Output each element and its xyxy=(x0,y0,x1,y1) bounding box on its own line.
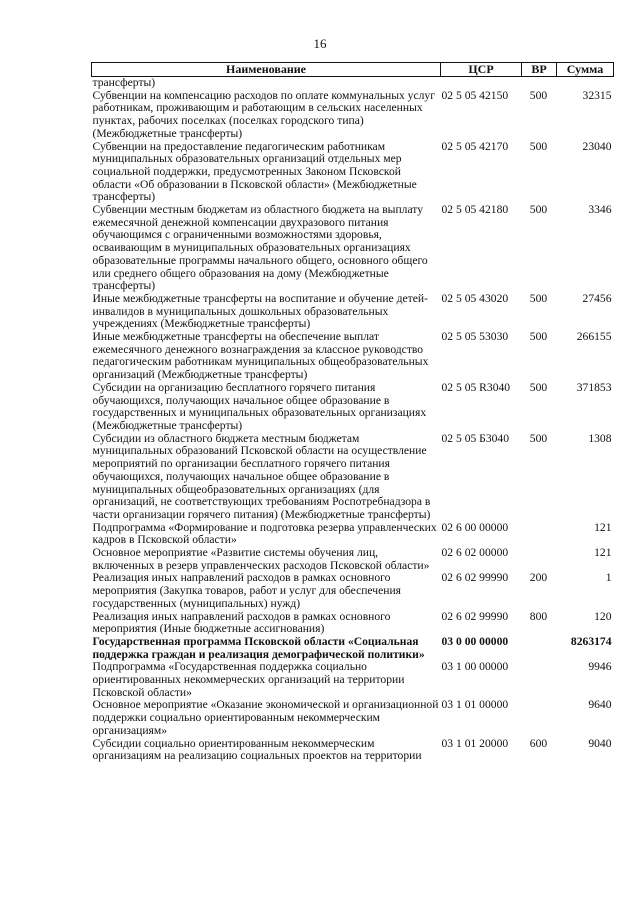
table-header-row xyxy=(92,63,614,77)
row-csr: 02 5 05 42180 xyxy=(441,203,509,217)
table-row xyxy=(92,547,614,572)
row-csr: 03 1 01 00000 xyxy=(441,698,509,712)
table-row xyxy=(92,433,614,522)
row-vr xyxy=(522,636,557,661)
row-name: Реализация иных направлений расходов в рамках основного мероприятия (Иные бюджетные ассигнования) xyxy=(92,609,391,636)
row-csr: 03 1 00 00000 xyxy=(441,660,509,674)
header-name: Наименование xyxy=(92,63,441,77)
table-row xyxy=(92,661,614,699)
row-csr: 02 6 02 99990 xyxy=(441,609,509,623)
row-vr: 500 xyxy=(529,380,548,394)
row-name: Субсидии на организацию бесплатного горячего питания обучающихся, получающих начальное общее образование в государственных и муниципальных образовательных организациях (Межбюджетные трансферты) xyxy=(92,380,427,432)
row-name: Субвенции местным бюджетам из областного бюджета на выплату ежемесячной денежной компенсации двухразового питания обучающимся с ограниченными возможностями здоровья, осваивающим в муниципальных образовательных организациях образовательные программы начального общего, основного общего или среднего общего образования на дому (Межбюджетные трансферты) xyxy=(92,203,428,293)
row-name: Реализация иных направлений расходов в рамках основного мероприятия (Закупка товаров, работ и услуг для обеспечения государственных (муниципальных) нужд) xyxy=(92,571,401,610)
row-csr: 02 6 02 00000 xyxy=(441,546,509,560)
row-vr xyxy=(522,547,557,572)
row-vr xyxy=(522,522,557,547)
row-name: Иные межбюджетные трансферты на воспитание и обучение детей-инвалидов в муниципальных дошкольных образовательных учреждениях (Межбюджетные трансферты) xyxy=(92,291,428,331)
table-row xyxy=(92,699,614,737)
row-name: Подпрограмма «Государственная поддержка социально ориентированных некоммерческих организаций на территории Псковской области» xyxy=(92,660,405,699)
header-sum: Сумма xyxy=(557,63,614,77)
row-csr: 03 0 00 00000 xyxy=(441,634,509,648)
row-sum: 371853 xyxy=(576,380,612,394)
row-sum: 23040 xyxy=(582,139,612,153)
row-name: Подпрограмма «Формирование и подготовка резерва управленческих кадров в Псковской области» xyxy=(92,520,437,547)
row-csr: 02 5 05 43020 xyxy=(441,291,509,305)
row-vr: 500 xyxy=(529,431,548,445)
row-csr: 02 5 05 Б3040 xyxy=(441,431,510,445)
row-vr: 200 xyxy=(529,571,548,585)
table-row xyxy=(92,572,614,610)
row-csr: 02 6 02 99990 xyxy=(441,571,509,585)
row-csr: 02 6 00 00000 xyxy=(441,520,509,534)
header-vr: ВР xyxy=(522,63,557,77)
table-row xyxy=(92,331,614,382)
row-name: Основное мероприятие «Оказание экономической и организационной поддержки социально ориентированным некоммерческим организациям» xyxy=(92,698,439,737)
table-row xyxy=(92,382,614,433)
row-sum: 3346 xyxy=(588,203,612,217)
row-sum: 121 xyxy=(594,520,612,534)
page-number: 16 xyxy=(313,36,327,51)
row-vr xyxy=(522,661,557,699)
row-name: Государственная программа Псковской области «Социальная поддержка граждан и реализация демографической политики» xyxy=(92,634,425,661)
row-sum: 8263174 xyxy=(570,634,612,648)
row-name: Субсидии социально ориентированным некоммерческим организациям на реализацию социальных проектов на территории xyxy=(92,736,422,763)
table-row xyxy=(92,611,614,636)
row-sum: 9946 xyxy=(588,660,612,674)
table-row xyxy=(92,738,614,763)
row-vr: 500 xyxy=(529,139,548,153)
row-sum: 266155 xyxy=(576,330,612,344)
row-sum: 1 xyxy=(605,571,612,585)
row-sum: 121 xyxy=(594,546,612,560)
row-csr: 02 5 05 42150 xyxy=(441,88,509,102)
table-row xyxy=(92,90,614,141)
row-vr: 600 xyxy=(529,736,548,750)
table-row xyxy=(92,141,614,205)
row-vr: 500 xyxy=(529,291,548,305)
row-name: Иные межбюджетные трансферты на обеспечение выплат ежемесячного денежного вознаграждения за классное руководство педагогическим работникам муниципальных общеобразовательных организаций (Межбюджетные трансферты) xyxy=(92,330,429,382)
row-sum: 27456 xyxy=(582,291,612,305)
table-row-program xyxy=(92,636,614,661)
header-csr: ЦСР xyxy=(441,63,522,77)
row-vr: 500 xyxy=(529,203,548,217)
row-sum: 9640 xyxy=(588,698,612,712)
row-vr xyxy=(522,77,557,90)
row-name: Субвенции на компенсацию расходов по оплате коммунальных услуг работникам, проживающим и работающим в сельских населенных пунктах, рабочих поселках (поселках городского типа) (Межбюджетные трансферты) xyxy=(92,88,435,140)
table-row xyxy=(92,77,614,90)
row-csr: 03 1 01 20000 xyxy=(441,736,509,750)
row-name: Субсидии из областного бюджета местным бюджетам муниципальных образований Псковской области на осуществление мероприятий по организации бесплатного горячего питания обучающихся, получающих начальное общее образование в муниципальных общеобразовательных организациях (для организаций, не соответствующих требованиям Роспотребнадзора в части организации горячего питания) (Межбюджетные трансферты) xyxy=(92,431,431,521)
table-row xyxy=(92,293,614,331)
row-vr: 500 xyxy=(529,88,548,102)
row-csr: 02 5 05 53030 xyxy=(441,330,509,344)
row-csr xyxy=(441,77,522,90)
table-row xyxy=(92,522,614,547)
row-vr: 500 xyxy=(529,330,548,344)
row-csr: 02 5 05 R3040 xyxy=(441,380,511,394)
budget-table xyxy=(91,62,614,763)
row-vr xyxy=(522,699,557,737)
row-sum: 9040 xyxy=(588,736,612,750)
row-name: Субвенции на предоставление педагогическим работникам муниципальных образовательных организаций отдельных мер социальной поддержки, предусмотренных Законом Псковской области «Об образовании в Псковской области» (Межбюджетные трансферты) xyxy=(92,139,417,204)
table-row xyxy=(92,204,614,293)
row-sum: 32315 xyxy=(582,88,612,102)
row-name: Основное мероприятие «Развитие системы обучения лиц, включенных в резерв управленческих расходов Псковской области» xyxy=(92,546,430,572)
row-name: трансферты) xyxy=(92,76,156,89)
row-sum: 120 xyxy=(594,609,612,623)
row-sum: 1308 xyxy=(588,431,612,445)
row-csr: 02 5 05 42170 xyxy=(441,139,509,153)
row-vr: 800 xyxy=(529,609,548,623)
row-sum xyxy=(557,77,614,90)
